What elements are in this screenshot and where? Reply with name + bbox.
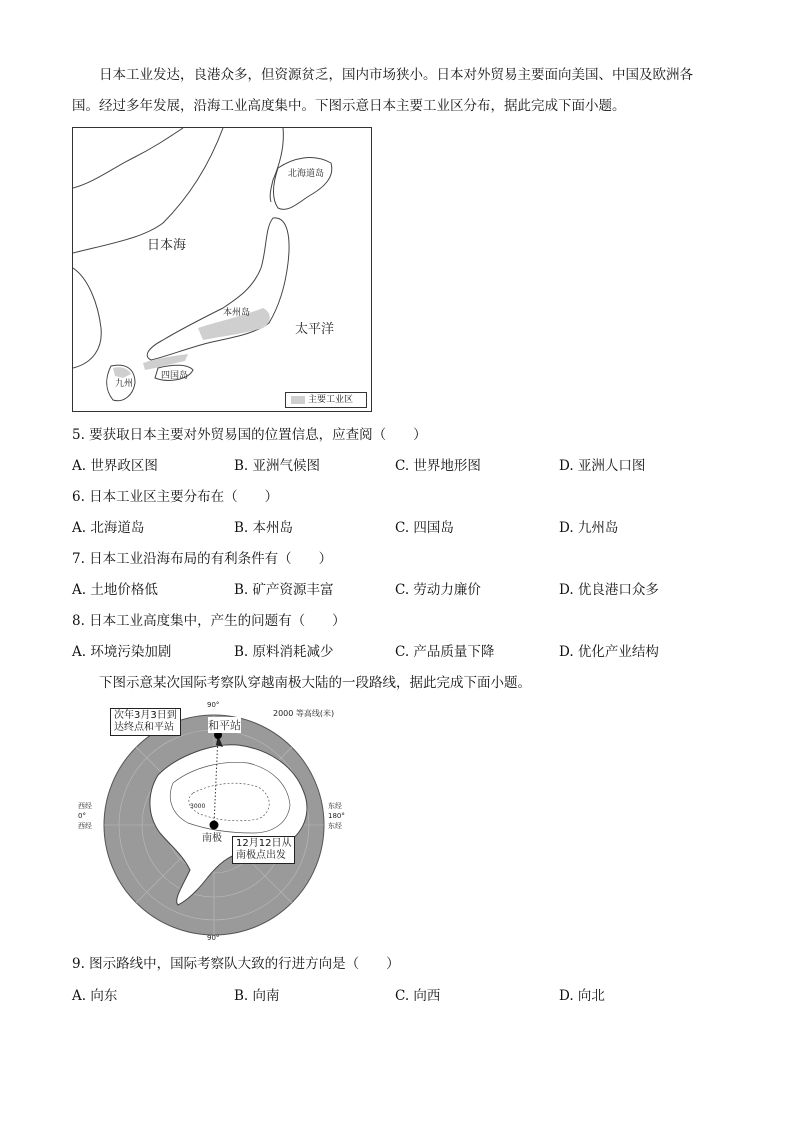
japan-map-drawing [73,128,371,411]
question-9-stem: 9. 图示路线中，国际考察队大致的行进方向是（ ） [72,956,400,972]
q8-option-a[interactable]: A. 环境污染加剧 [72,644,172,660]
question-6-stem: 6. 日本工业区主要分布在（ ） [72,489,279,505]
q6-option-d[interactable]: D. 九州岛 [559,520,619,536]
end-callout-line-1: 次年3月3日到 [114,710,177,721]
q7-option-a[interactable]: A. 土地价格低 [72,582,158,598]
intro-line-1: 日本工业发达，良港众多，但资源贫乏，国内市场狭小。日本对外贸易主要面向美国、中国及欧洲各 [99,67,693,83]
lon-left-2: 0° [78,812,86,820]
q9-option-a[interactable]: A. 向东 [72,988,118,1004]
question-8-stem: 8. 日本工业高度集中，产生的问题有（ ） [72,613,346,629]
intro-line-2: 国。经过多年发展，沿海工业高度集中。下图示意日本主要工业区分布，据此完成下面小题。 [72,98,626,114]
intro-paragraph [72,60,732,122]
legend-label: 主要工业区 [308,395,354,405]
lon-top-label: 90° [207,701,220,709]
q7-option-c[interactable]: C. 劳动力廉价 [395,582,481,598]
lon-left-labels [78,801,100,831]
start-callout-line-1: 12月12日从 [236,838,292,849]
question-5-stem: 5. 要获取日本主要对外贸易国的位置信息，应查阅（ ） [72,427,427,443]
map-legend [285,392,367,408]
sea-of-japan-label: 日本海 [147,238,187,253]
q5-option-c[interactable]: C. 世界地形图 [395,458,481,474]
pacific-ocean-label: 太平洋 [295,322,335,337]
lon-bottom-label: 90° [207,934,220,942]
start-callout-line-2: 南极点出发 [236,850,286,861]
q8-option-d[interactable]: D. 优化产业结构 [559,644,659,660]
q8-option-b[interactable]: B. 原料消耗减少 [234,644,334,660]
lon-left-3: 西经 [78,822,92,830]
lon-right-labels [328,801,350,831]
kyushu-label: 九州 [115,379,134,389]
lon-left-1: 西经 [78,802,92,810]
honshu-label: 本州岛 [223,308,251,318]
japan-map [72,127,372,412]
q6-option-c[interactable]: C. 四国岛 [395,520,454,536]
q9-option-b[interactable]: B. 向南 [234,988,280,1004]
q5-option-d[interactable]: D. 亚洲人口图 [559,458,646,474]
station-label: 和平站 [208,719,241,732]
contour-legend: 2000 等高线(米) [273,709,335,718]
q9-option-d[interactable]: D. 向北 [559,988,605,1004]
shikoku-label: 四国岛 [161,371,189,381]
q9-option-c[interactable]: C. 向西 [395,988,441,1004]
q6-option-a[interactable]: A. 北海道岛 [72,520,145,536]
industry-swatch [291,396,305,404]
start-callout [232,836,295,864]
intro-2: 下图示意某次国际考察队穿越南极大陆的一段路线，据此完成下面小题。 [99,675,531,691]
q6-option-b[interactable]: B. 本州岛 [234,520,294,536]
question-7-stem: 7. 日本工业沿海布局的有利条件有（ ） [72,551,333,567]
end-callout [110,708,181,736]
q5-option-a[interactable]: A. 世界政区图 [72,458,158,474]
q5-option-b[interactable]: B. 亚洲气候图 [234,458,321,474]
q8-option-c[interactable]: C. 产品质量下降 [395,644,495,660]
antarctica-map [78,701,378,945]
hokkaido-label: 北海道岛 [288,169,325,179]
contour-value: 3000 [190,803,206,810]
q7-option-d[interactable]: D. 优良港口众多 [559,582,659,598]
south-pole-label: 南极 [202,833,222,844]
q7-option-b[interactable]: B. 矿产资源丰富 [234,582,334,598]
end-callout-line-2: 达终点和平站 [114,722,174,733]
lon-right-3: 东经 [328,822,342,830]
lon-right-2: 180° [328,812,345,820]
lon-right-1: 东经 [328,802,342,810]
